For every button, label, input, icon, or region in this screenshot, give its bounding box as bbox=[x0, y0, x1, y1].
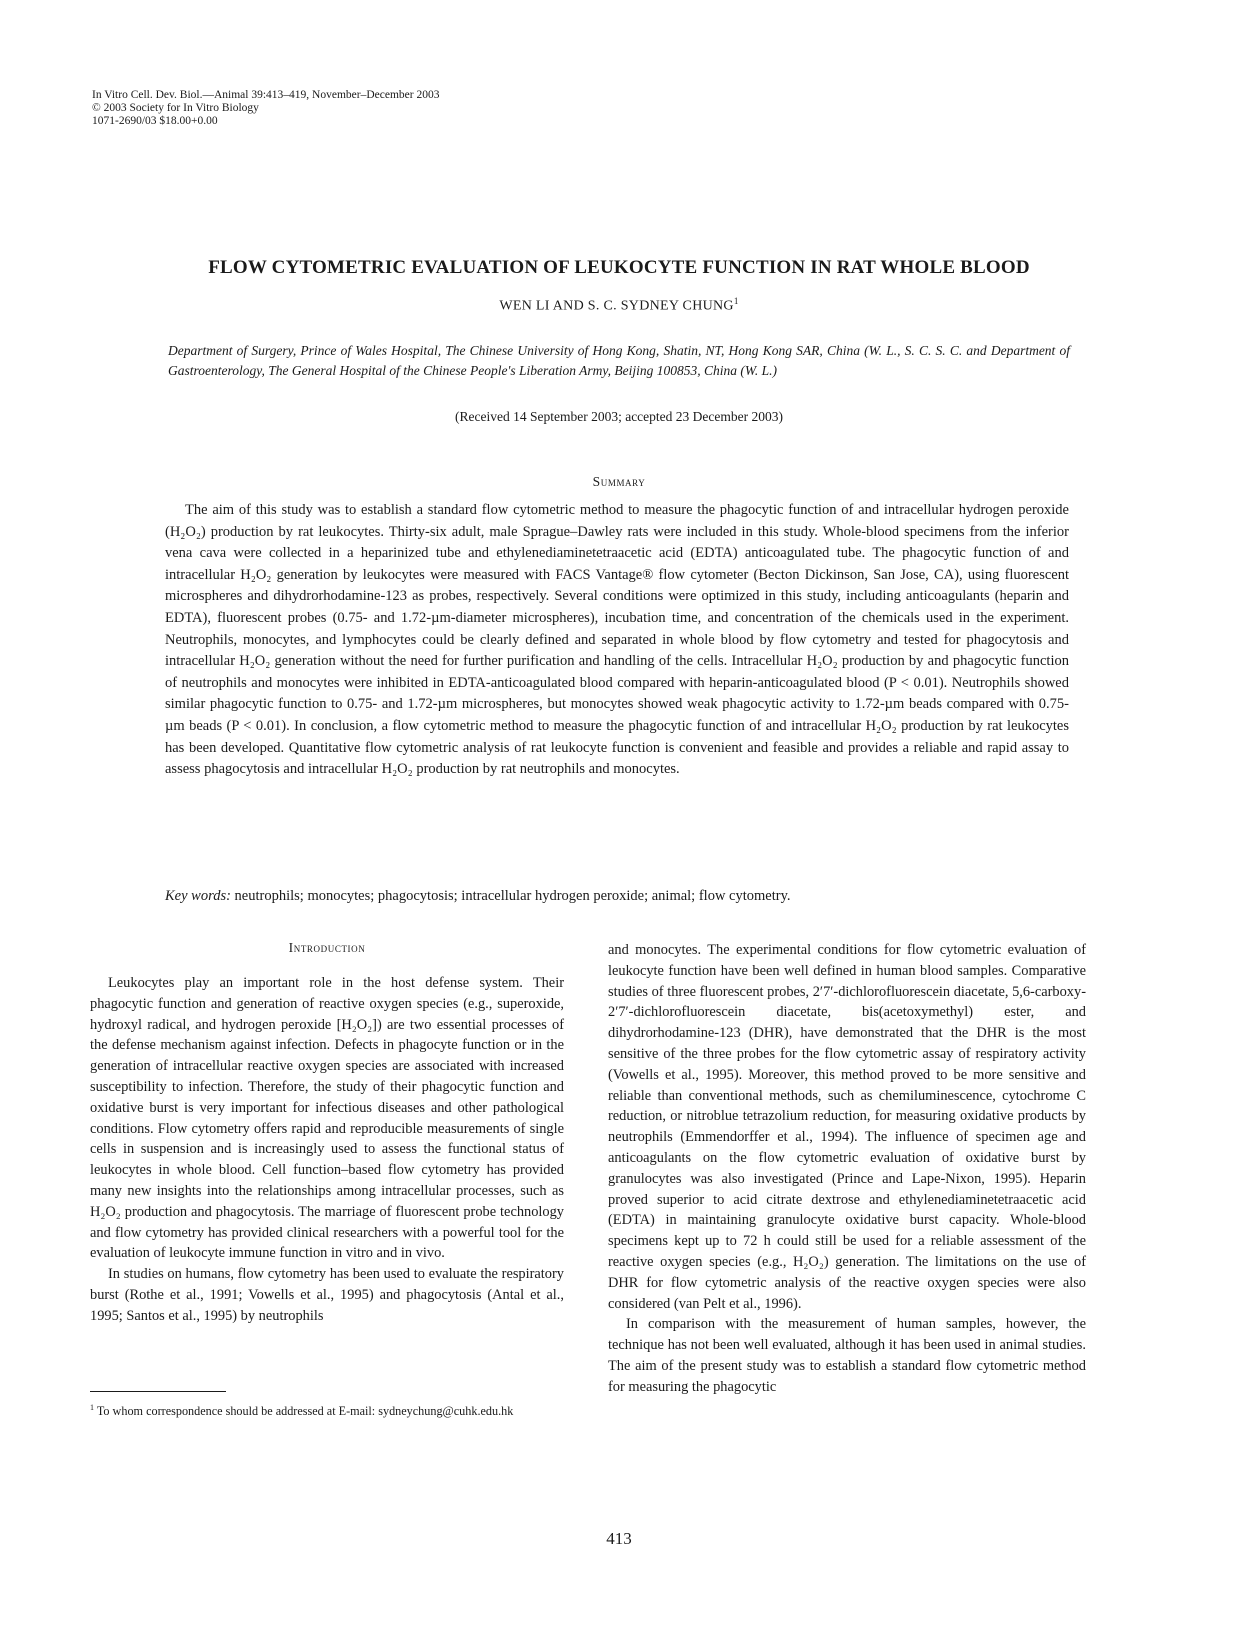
journal-citation-line: In Vitro Cell. Dev. Biol.—Animal 39:413–419, November–December 2003 bbox=[92, 89, 440, 101]
affiliation: Department of Surgery, Prince of Wales Hospital, The Chinese University of Hong Kong, Shatin, NT, Hong Kong SAR, China (W. L., S. C. S. C. and Department of Gastroenterology, The General Hospital of the Chinese People's Liberation Army, Beijing 100853, China (W. L.) bbox=[168, 343, 1070, 378]
footnote bbox=[90, 1400, 564, 1419]
summary-heading: Summary bbox=[592, 474, 646, 489]
author-footnote-mark: 1 bbox=[733, 296, 739, 306]
copyright-line: © 2003 Society for In Vitro Biology bbox=[92, 102, 259, 114]
article-title: FLOW CYTOMETRIC EVALUATION OF LEUKOCYTE FUNCTION IN RAT WHOLE BLOOD bbox=[208, 257, 1030, 278]
keywords-text: neutrophils; monocytes; phagocytosis; intracellular hydrogen peroxide; animal; flow cytometry. bbox=[234, 888, 791, 904]
author-names: WEN LI AND S. C. SYDNEY CHUNG bbox=[499, 298, 734, 314]
right-column bbox=[608, 940, 1086, 1398]
author-list bbox=[90, 296, 1148, 315]
summary-text: The aim of this study was to establish a standard flow cytometric method to measure the phagocytic function of and intracellular hydrogen peroxide (H₂O₂) production by rat leukocytes. Thirty-six adult, male Sprague–Dawley rats were included in this study. Whole-blood specimens from the inferior vena cava were collected in a heparinized tube and ethylenediaminetetraacetic acid (EDTA) anticoagulated tube. The phagocytic function of and intracellular H₂O₂ generation by leukocytes were measured with FACS Vantage® flow cytometer (Becton Dickinson, San Jose, CA), using fluorescent microspheres and dihydrorhodamine-123 as probes, respectively. Several conditions were optimized in this study, including anticoagulants (heparin and EDTA), fluorescent probes (0.75- and 1.72-µm-diameter microspheres), incubation time, and concentration of the chemicals used in the experiment. Neutrophils, monocytes, and lymphocytes could be clearly defined and separated in whole blood by flow cytometry and tested for phagocytosis and intracellular H₂O₂ generation without the need for further purification and handling of the cells. Intracellular H₂O₂ production by and phagocytic function of neutrophils and monocytes were inhibited in EDTA-anticoagulated blood compared with heparin-anticoagulated blood (P < 0.01). Neutrophils showed similar phagocytic function to 0.75- and 1.72-µm microspheres, but monocytes showed weak phagocytic activity to 1.72-µm beads compared with 0.75-µm beads (P < 0.01). In conclusion, a flow cytometric method to measure the phagocytic function of and intracellular H₂O₂ production by rat leukocytes has been developed. Quantitative flow cytometric analysis of rat leukocyte function is convenient and feasible and provides a reliable and rapid assay to assess phagocytosis and intracellular H₂O₂ production by rat neutrophils and monocytes. bbox=[165, 502, 1069, 778]
right-paragraph-1: and monocytes. The experimental conditions for flow cytometric evaluation of leukocyte function have been well defined in human blood samples. Comparative studies of three fluorescent probes, 2′7′-dichlorofluorescein diacetate, 5,6-carboxy-2′7′-dichlorofluorescein diacetate, bis(acetoxymethyl) ester, and dihydrorhodamine-123 (DHR), have demonstrated that the DHR is the most sensitive of the three probes for the flow cytometric assay of respiratory activity (Vowells et al., 1995). Moreover, this method proved to be more sensitive and reliable than conventional methods, such as chemiluminescence, cytochrome C reduction, or nitroblue tetrazolium reduction, for measuring oxidative products by neutrophils (Emmendorffer et al., 1994). The influence of specimen age and anticoagulants on the flow cytometric evaluation of oxidative burst by granulocytes was also investigated (Prince and Lape-Nixon, 1995). Heparin proved superior to acid citrate dextrose and ethylenediaminetetraacetic acid (EDTA) in maintaining granulocyte oxidative burst capacity. Whole-blood specimens kept up to 72 h could still be used for a reliable assessment of the reactive oxygen species (e.g., H₂O₂) generation. The limitations on the use of DHR for flow cytometric analysis of the reactive oxygen species were also considered (van Pelt et al., 1996). bbox=[608, 942, 1086, 1312]
left-column bbox=[90, 973, 564, 1327]
keywords bbox=[165, 886, 1069, 906]
journal-citation bbox=[92, 89, 439, 128]
intro-paragraph-2: In studies on humans, flow cytometry has been used to evaluate the respiratory burst (Rothe et al., 1991; Vowells et al., 1995) and phagocytosis (Antal et al., 1995; Santos et al., 1995) by neutrophils bbox=[90, 1266, 564, 1324]
footnote-text: To whom correspondence should be addressed at E-mail: sydneychung@cuhk.edu.hk bbox=[96, 1404, 514, 1419]
introduction-heading: Introduction bbox=[288, 940, 366, 955]
issn-price-line: 1071-2690/03 $18.00+0.00 bbox=[92, 115, 218, 127]
intro-paragraph-1: Leukocytes play an important role in the host defense system. Their phagocytic function and generation of reactive oxygen species (e.g., superoxide, hydroxyl radical, and hydrogen peroxide [H₂O₂]) are two essential processes of the defense mechanism against infection. Defects in phagocyte function or in the generation of intracellular reactive oxygen species are associated with increased susceptibility to infection. Therefore, the study of their phagocytic function and oxidative burst is very important for infectious diseases and other pathological conditions. Flow cytometry offers rapid and reproducible measurements of single cells in suspension and is increasingly used to assess the functional status of leukocytes in whole blood. Cell function–based flow cytometry has provided many new insights into the relationships among intracellular processes, such as H₂O₂ production and phagocytosis. The marriage of fluorescent probe technology and flow cytometry has provided clinical researchers with a powerful tool for the evaluation of leukocyte immune function in vitro and in vivo. bbox=[90, 975, 564, 1262]
received-dates: (Received 14 September 2003; accepted 23 December 2003) bbox=[455, 409, 783, 424]
right-paragraph-2: In comparison with the measurement of human samples, however, the technique has not been well evaluated, although it has been used in animal studies. The aim of the present study was to establish a standard flow cytometric method for measuring the phagocytic bbox=[608, 1316, 1086, 1395]
keywords-label: Key words: bbox=[165, 888, 231, 904]
footnote-divider bbox=[90, 1391, 226, 1392]
page-number: 413 bbox=[606, 1529, 632, 1548]
footnote-mark: 1 bbox=[90, 1403, 94, 1412]
